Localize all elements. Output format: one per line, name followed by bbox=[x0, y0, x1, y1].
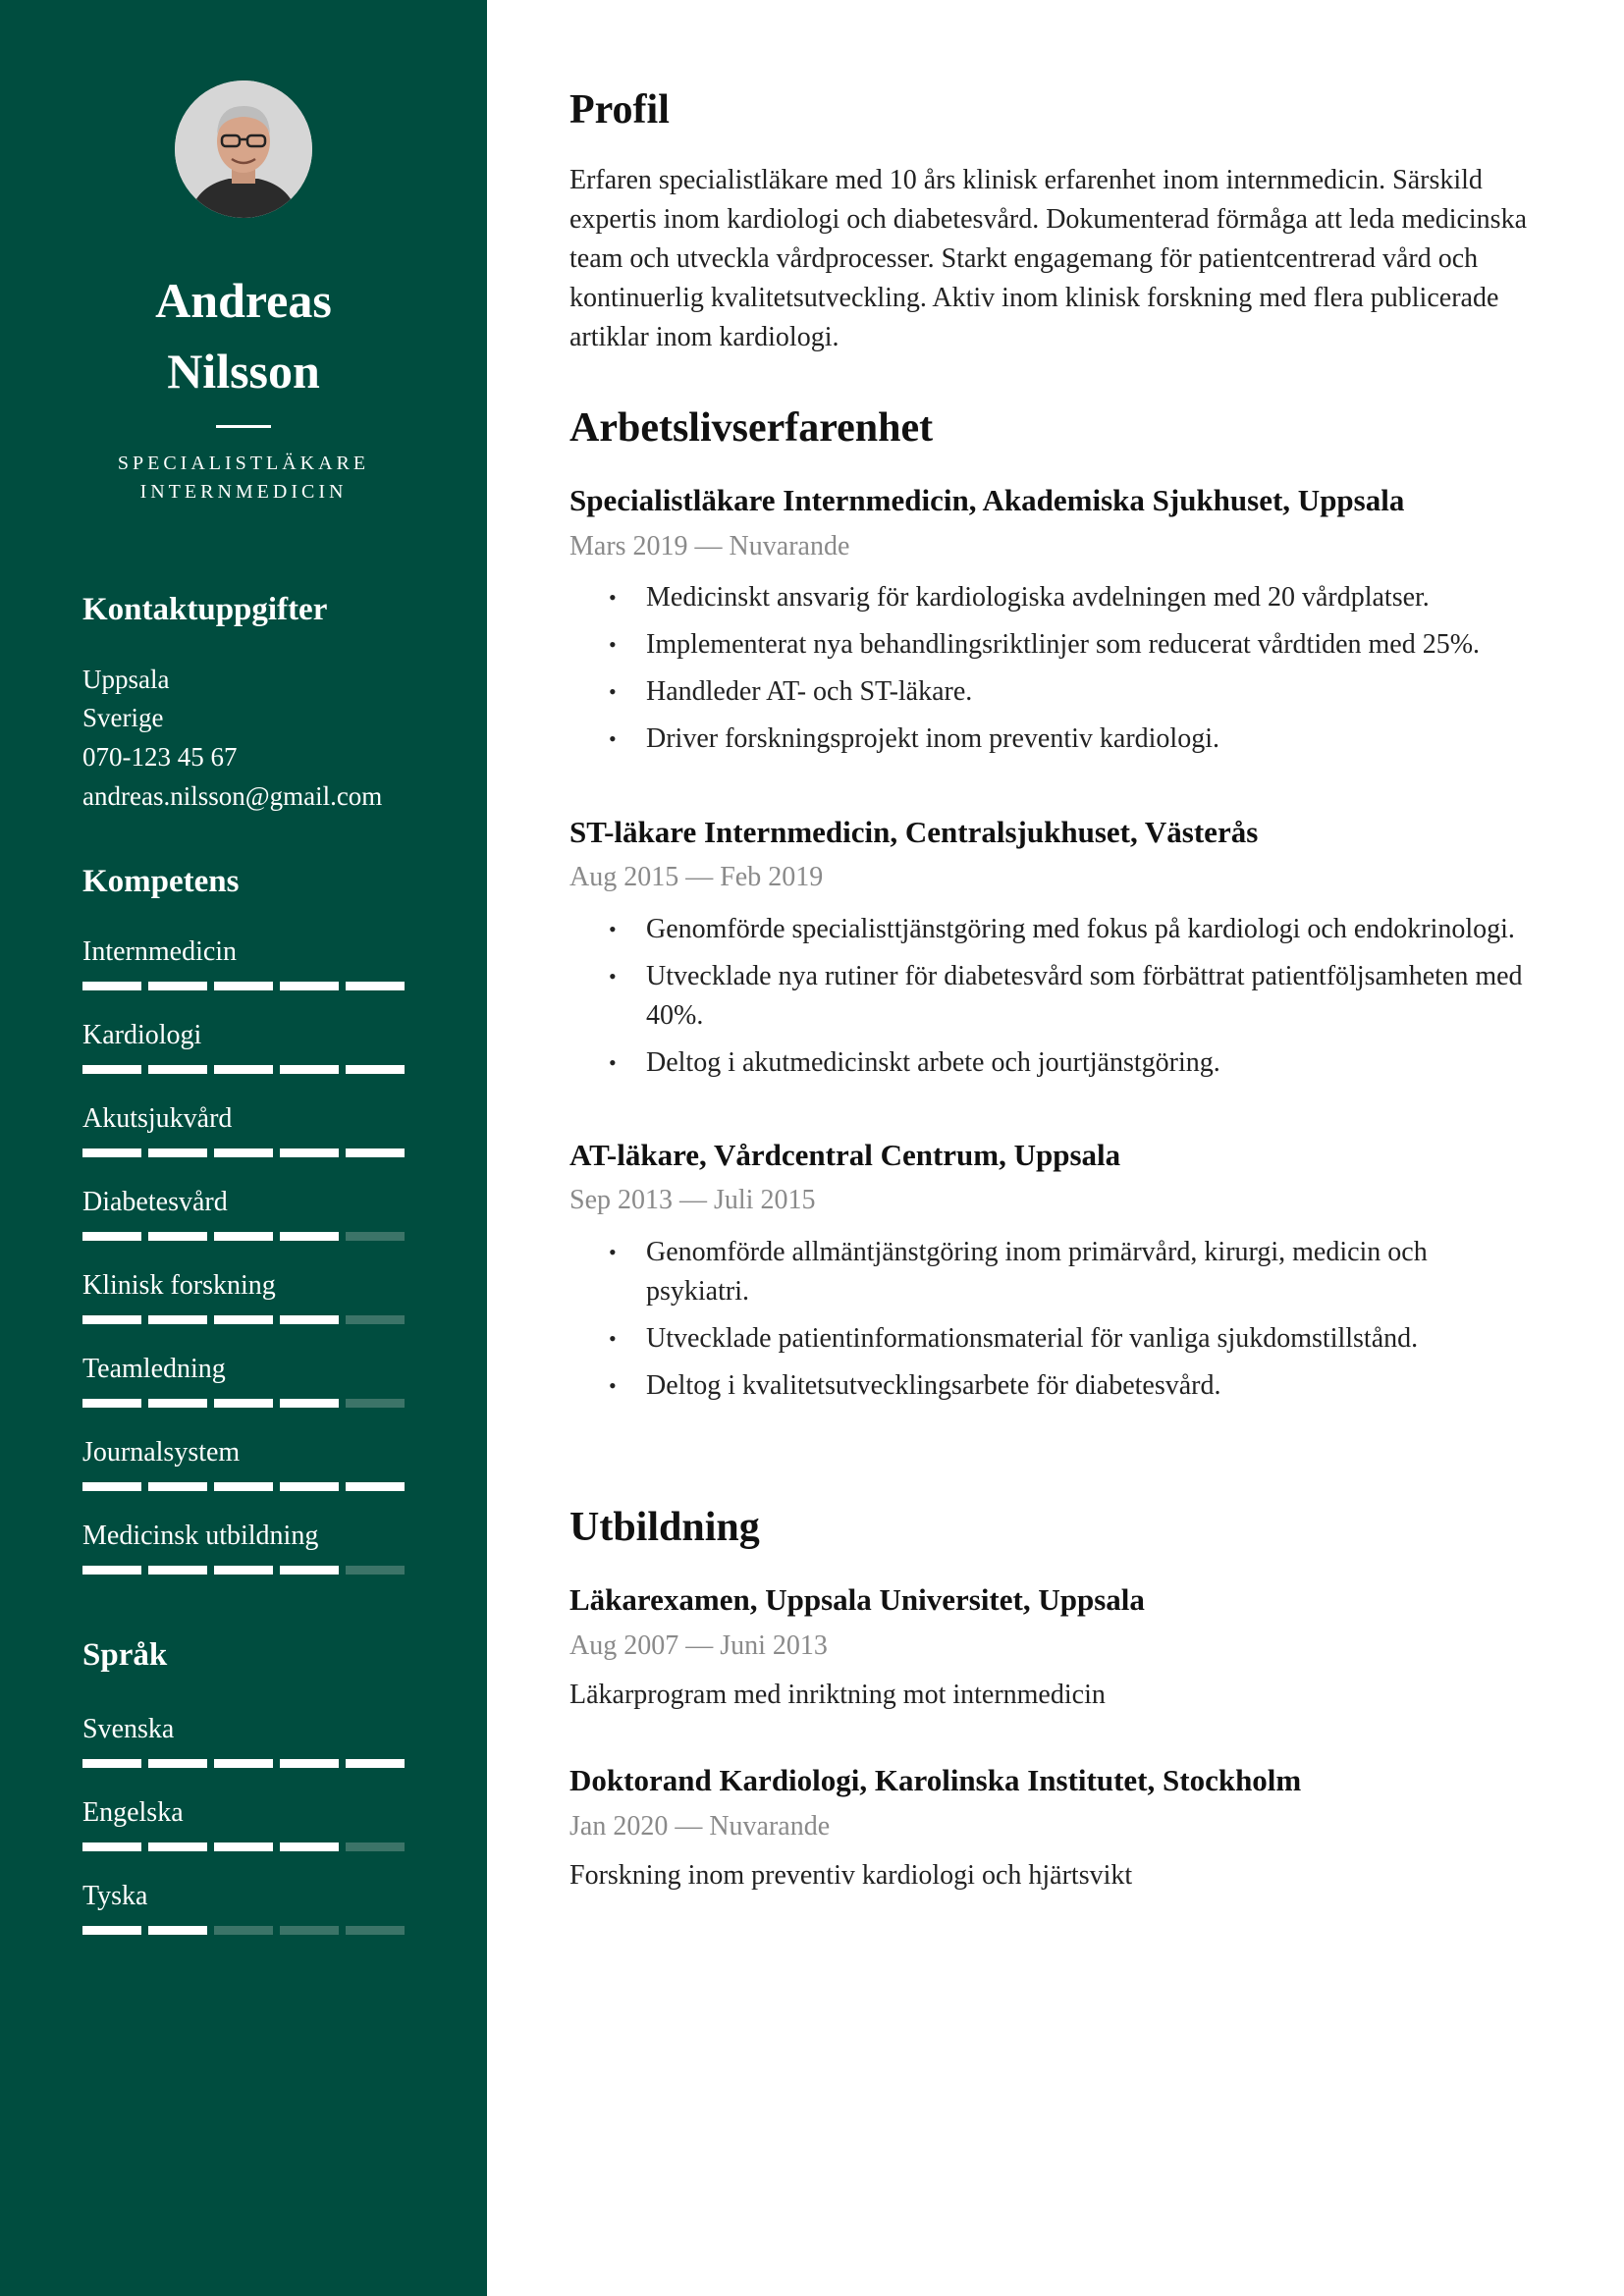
bullet-icon: • bbox=[609, 1240, 617, 1264]
education-title: Doktorand Kardiologi, Karolinska Institutet, Stockholm bbox=[569, 1763, 1302, 1797]
rating-bar bbox=[82, 1566, 406, 1575]
rating-segment-empty bbox=[346, 1315, 405, 1324]
rating-segment-filled bbox=[82, 1315, 141, 1324]
rating-segment-filled bbox=[346, 1065, 405, 1074]
rating-label: Tyska bbox=[82, 1881, 148, 1911]
rating-segment-filled bbox=[346, 1148, 405, 1157]
rating-segment-filled bbox=[82, 1482, 141, 1491]
rating-segment-filled bbox=[280, 982, 339, 990]
job-dates: Aug 2015 — Feb 2019 bbox=[569, 862, 824, 892]
rating-segment-filled bbox=[214, 1148, 273, 1157]
education-description: Läkarprogram med inriktning mot internmedicin bbox=[569, 1680, 1106, 1710]
first-name: Andreas bbox=[155, 273, 332, 328]
name-divider bbox=[216, 425, 271, 428]
education-title: Läkarexamen, Uppsala Universitet, Uppsala bbox=[569, 1582, 1145, 1617]
rating-segment-filled bbox=[82, 1232, 141, 1241]
rating-segment-filled bbox=[148, 982, 207, 990]
education-heading: Utbildning bbox=[569, 1505, 760, 1550]
bullet-icon: • bbox=[609, 1326, 617, 1351]
rating-segment-filled bbox=[214, 1759, 273, 1768]
rating-segment-filled bbox=[148, 1232, 207, 1241]
rating-item bbox=[82, 1350, 406, 1389]
rating-segment-empty bbox=[280, 1926, 339, 1935]
rating-segment-filled bbox=[148, 1566, 207, 1575]
rating-bar bbox=[82, 1926, 406, 1935]
rating-item bbox=[82, 1517, 406, 1556]
bullet-icon: • bbox=[609, 964, 617, 988]
rating-bar bbox=[82, 1399, 406, 1408]
education-dates: Aug 2007 — Juni 2013 bbox=[569, 1630, 828, 1661]
rating-bar bbox=[82, 1065, 406, 1074]
rating-segment-filled bbox=[148, 1482, 207, 1491]
last-name: Nilsson bbox=[167, 344, 320, 399]
rating-segment-filled bbox=[214, 1399, 273, 1408]
rating-item bbox=[82, 1099, 406, 1139]
job-bullets bbox=[609, 1233, 1532, 1414]
rating-segment-filled bbox=[82, 1065, 141, 1074]
rating-segment-filled bbox=[148, 1148, 207, 1157]
rating-item bbox=[82, 933, 406, 972]
list-item bbox=[609, 625, 1532, 665]
bullet-icon: • bbox=[609, 585, 617, 610]
rating-item bbox=[82, 1183, 406, 1222]
bullet-text: Genomförde specialisttjänstgöring med fokus på kardiologi och endokrinologi. bbox=[646, 914, 1515, 944]
rating-label: Medicinsk utbildning bbox=[82, 1521, 319, 1551]
rating-segment-filled bbox=[346, 1759, 405, 1768]
rating-segment-filled bbox=[214, 982, 273, 990]
contact-country: Sverige bbox=[82, 703, 164, 732]
job-dates: Mars 2019 — Nuvarande bbox=[569, 531, 850, 561]
rating-segment-filled bbox=[214, 1065, 273, 1074]
rating-segment-filled bbox=[82, 1842, 141, 1851]
job-bullets bbox=[609, 578, 1532, 767]
rating-segment-filled bbox=[82, 1759, 141, 1768]
rating-label: Teamledning bbox=[82, 1354, 226, 1384]
bullet-icon: • bbox=[609, 632, 617, 657]
education-description: Forskning inom preventiv kardiologi och hjärtsvikt bbox=[569, 1860, 1133, 1891]
rating-bar bbox=[82, 1842, 406, 1851]
bullet-text: Deltog i akutmedicinskt arbete och jourtjänstgöring. bbox=[646, 1047, 1220, 1078]
rating-segment-filled bbox=[148, 1065, 207, 1074]
rating-segment-filled bbox=[148, 1926, 207, 1935]
list-item bbox=[609, 1319, 1532, 1359]
contact-city: Uppsala bbox=[82, 665, 170, 694]
rating-segment-filled bbox=[82, 1566, 141, 1575]
bullet-icon: • bbox=[609, 1373, 617, 1398]
rating-item bbox=[82, 1877, 406, 1916]
list-item bbox=[609, 578, 1532, 617]
rating-segment-filled bbox=[82, 1399, 141, 1408]
rating-label: Svenska bbox=[82, 1714, 175, 1744]
rating-bar bbox=[82, 982, 406, 990]
list-item bbox=[609, 1366, 1532, 1406]
bullet-icon: • bbox=[609, 917, 617, 941]
education-dates: Jan 2020 — Nuvarande bbox=[569, 1811, 831, 1842]
rating-segment-filled bbox=[280, 1842, 339, 1851]
rating-segment-filled bbox=[82, 1148, 141, 1157]
rating-segment-filled bbox=[148, 1759, 207, 1768]
rating-item bbox=[82, 1016, 406, 1055]
rating-segment-filled bbox=[280, 1315, 339, 1324]
bullet-text: Utvecklade nya rutiner för diabetesvård som förbättrat patientföljsamheten med 40%. bbox=[646, 961, 1523, 1031]
rating-label: Engelska bbox=[82, 1797, 184, 1828]
rating-segment-empty bbox=[346, 1399, 405, 1408]
rating-label: Klinisk forskning bbox=[82, 1270, 276, 1301]
rating-label: Kardiologi bbox=[82, 1020, 202, 1050]
bullet-text: Genomförde allmäntjänstgöring inom primärvård, kirurgi, medicin och psykiatri. bbox=[646, 1237, 1428, 1307]
rating-segment-filled bbox=[346, 982, 405, 990]
rating-segment-empty bbox=[346, 1232, 405, 1241]
list-item bbox=[609, 672, 1532, 712]
rating-item bbox=[82, 1433, 406, 1472]
experience-heading: Arbetslivserfarenhet bbox=[569, 405, 934, 451]
rating-segment-filled bbox=[280, 1232, 339, 1241]
list-item bbox=[609, 910, 1532, 949]
rating-segment-filled bbox=[148, 1399, 207, 1408]
rating-segment-empty bbox=[214, 1926, 273, 1935]
list-item bbox=[609, 1233, 1532, 1311]
rating-segment-filled bbox=[280, 1065, 339, 1074]
rating-segment-filled bbox=[82, 982, 141, 990]
bullet-text: Medicinskt ansvarig för kardiologiska avdelningen med 20 vårdplatser. bbox=[646, 582, 1430, 613]
avatar bbox=[175, 80, 312, 218]
bullet-text: Implementerat nya behandlingsriktlinjer som reducerat vårdtiden med 25%. bbox=[646, 629, 1481, 660]
rating-bar bbox=[82, 1759, 406, 1768]
skills-heading: Kompetens bbox=[82, 864, 240, 899]
profile-heading: Profil bbox=[569, 87, 670, 133]
rating-segment-filled bbox=[214, 1315, 273, 1324]
bullet-icon: • bbox=[609, 679, 617, 704]
bullet-text: Deltog i kvalitetsutvecklingsarbete för diabetesvård. bbox=[646, 1370, 1221, 1401]
rating-bar bbox=[82, 1482, 406, 1491]
rating-segment-filled bbox=[280, 1482, 339, 1491]
rating-segment-filled bbox=[148, 1842, 207, 1851]
bullet-icon: • bbox=[609, 726, 617, 751]
rating-label: Internmedicin bbox=[82, 936, 238, 967]
rating-segment-filled bbox=[280, 1148, 339, 1157]
list-item bbox=[609, 1043, 1532, 1083]
rating-bar bbox=[82, 1148, 406, 1157]
rating-segment-filled bbox=[280, 1566, 339, 1575]
bullet-text: Handleder AT- och ST-läkare. bbox=[646, 676, 973, 707]
list-item bbox=[609, 957, 1532, 1036]
rating-segment-filled bbox=[148, 1315, 207, 1324]
rating-bar bbox=[82, 1315, 406, 1324]
rating-label: Diabetesvård bbox=[82, 1187, 228, 1217]
rating-segment-filled bbox=[214, 1566, 273, 1575]
job-bullets bbox=[609, 910, 1532, 1091]
role-line-1: SPECIALISTLÄKARE bbox=[117, 453, 370, 474]
rating-item bbox=[82, 1793, 406, 1833]
bullet-text: Utvecklade patientinformationsmaterial för vanliga sjukdomstillstånd. bbox=[646, 1323, 1419, 1354]
rating-label: Akutsjukvård bbox=[82, 1103, 233, 1134]
contact-heading: Kontaktuppgifter bbox=[82, 592, 328, 627]
rating-item bbox=[82, 1710, 406, 1749]
contact-phone: 070-123 45 67 bbox=[82, 742, 238, 772]
job-title: Specialistläkare Internmedicin, Akademiska Sjukhuset, Uppsala bbox=[569, 483, 1405, 517]
rating-segment-empty bbox=[346, 1926, 405, 1935]
rating-segment-filled bbox=[214, 1232, 273, 1241]
person-name bbox=[0, 265, 487, 406]
job-role bbox=[0, 450, 487, 507]
bullet-icon: • bbox=[609, 1050, 617, 1075]
job-dates: Sep 2013 — Juli 2015 bbox=[569, 1185, 816, 1215]
rating-segment-filled bbox=[280, 1759, 339, 1768]
rating-segment-filled bbox=[214, 1842, 273, 1851]
job-title: ST-läkare Internmedicin, Centralsjukhuset, Västerås bbox=[569, 815, 1259, 849]
rating-label: Journalsystem bbox=[82, 1437, 241, 1468]
languages-heading: Språk bbox=[82, 1637, 168, 1673]
contact-email: andreas.nilsson@gmail.com bbox=[82, 781, 383, 811]
profile-text: Erfaren specialistläkare med 10 års klinisk erfarenhet inom internmedicin. Särskild expertis inom kardiologi och diabetesvård. Dokumenterad förmåga att leda medicinska team och utveckla vårdprocesser. Starkt engagemang för patientcentrerad vård och kontinuerlig kvalitetsutveckling. Aktiv inom klinisk forskning med flera publicerade artiklar inom kardiologi. bbox=[569, 165, 1528, 352]
rating-segment-empty bbox=[346, 1566, 405, 1575]
job-title: AT-läkare, Vårdcentral Centrum, Uppsala bbox=[569, 1138, 1121, 1172]
rating-segment-empty bbox=[346, 1842, 405, 1851]
rating-item bbox=[82, 1266, 406, 1306]
rating-bar bbox=[82, 1232, 406, 1241]
rating-segment-filled bbox=[346, 1482, 405, 1491]
list-item bbox=[609, 720, 1532, 759]
rating-segment-filled bbox=[280, 1399, 339, 1408]
profile-photo bbox=[175, 80, 312, 218]
role-line-2: INTERNMEDICIN bbox=[139, 481, 348, 503]
sidebar bbox=[0, 0, 487, 2296]
rating-segment-filled bbox=[214, 1482, 273, 1491]
bullet-text: Driver forskningsprojekt inom preventiv kardiologi. bbox=[646, 723, 1219, 754]
rating-segment-filled bbox=[82, 1926, 141, 1935]
